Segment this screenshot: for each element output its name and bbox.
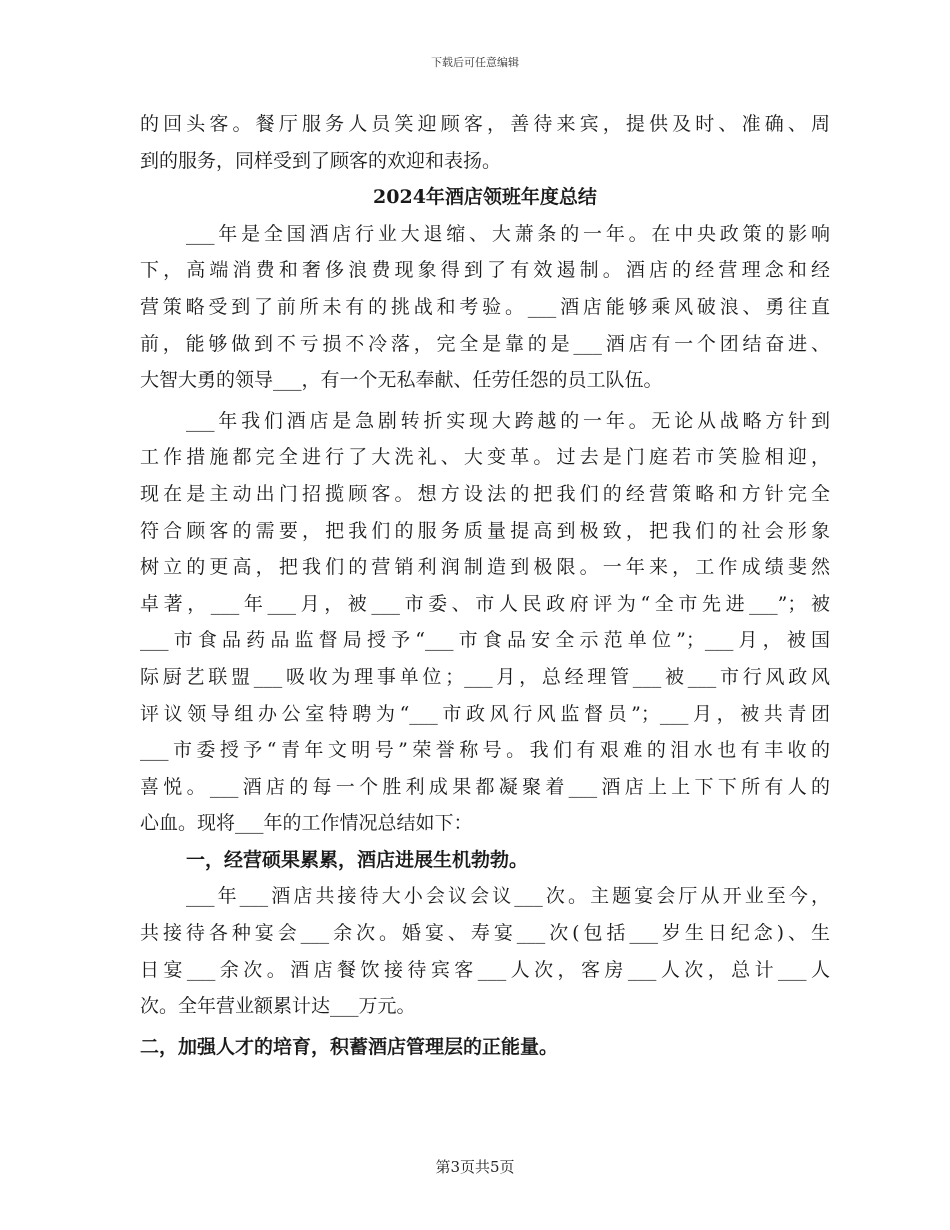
text-line: 际厨艺联盟___吸收为理事单位；___月，总经理管___被___市行风政风 xyxy=(140,665,830,688)
text-line: 前，能够做到不亏损不冷落，完全是靠的是___酒店有一个团结奋进、 xyxy=(140,332,830,355)
text-line: 卓著，___年___月，被___市委、市人民政府评为“全市先进___”；被 xyxy=(140,592,830,615)
text-line: ___市食品药品监督局授予“___市食品安全示范单位”；___月，被国 xyxy=(140,629,830,652)
text-line: 的回头客。餐厅服务人员笑迎顾客，善待来宾，提供及时、准确、周 xyxy=(140,113,830,135)
text-line: 喜悦。___酒店的每一个胜利成果都凝聚着___酒店上上下下所有人的 xyxy=(140,775,830,798)
text-line: 到的服务，同样受到了顾客的欢迎和表扬。 xyxy=(140,149,502,172)
text-line: 符合顾客的需要，把我们的服务质量提高到极致，把我们的社会形象 xyxy=(140,519,830,542)
page-number: 第3页共5页 xyxy=(435,1158,515,1176)
text-line: 树立的更高，把我们的营销利润制造到极限。一年来，工作成绩斐然 xyxy=(140,556,830,579)
text-line: 营策略受到了前所未有的挑战和考验。___酒店能够乘风破浪、勇往直 xyxy=(140,295,830,318)
text-line: 下，高端消费和奢侈浪费现象得到了有效遏制。酒店的经营理念和经 xyxy=(140,259,830,282)
text-line: ___市委授予“青年文明号”荣誉称号。我们有艰难的泪水也有丰收的 xyxy=(140,739,830,762)
text-line: ___年我们酒店是急剧转折实现大跨越的一年。无论从战略方针到 xyxy=(186,409,830,432)
section-heading: 一，经营硕果累累，酒店进展生机勃勃。 xyxy=(186,848,529,871)
text-line: 心血。现将___年的工作情况总结如下： xyxy=(140,812,473,835)
text-line: 共接待各种宴会___余次。婚宴、寿宴___次(包括___岁生日纪念)、生 xyxy=(140,922,830,945)
text-line: 日宴___余次。酒店餐饮接待宾客___人次，客房___人次，总计___人 xyxy=(140,958,830,981)
page-header-note: 下载后可任意编辑 xyxy=(431,56,519,69)
document-body xyxy=(140,106,830,1065)
text-line: 次。全年营业额累计达___万元。 xyxy=(140,995,416,1018)
document-title: 2024年酒店领班年度总结 xyxy=(373,186,597,209)
section-heading: 二，加强人才的培育，积蓄酒店管理层的正能量。 xyxy=(140,1035,559,1058)
text-line: 评议领导组办公室特聘为“___市政风行风监督员”；___月，被共青团 xyxy=(140,702,830,725)
text-line: ___年___酒店共接待大小会议会议___次。主题宴会厅从开业至今， xyxy=(186,885,830,908)
text-line: 现在是主动出门招揽顾客。想方设法的把我们的经营策略和方针完全 xyxy=(140,482,830,505)
text-line: 工作措施都完全进行了大洗礼、大变革。过去是门庭若市笑脸相迎， xyxy=(140,446,830,469)
text-line: ___年是全国酒店行业大退缩、大萧条的一年。在中央政策的影响 xyxy=(186,222,830,245)
text-line: 大智大勇的领导___，有一个无私奉献、任劳任怨的员工队伍。 xyxy=(140,369,663,392)
